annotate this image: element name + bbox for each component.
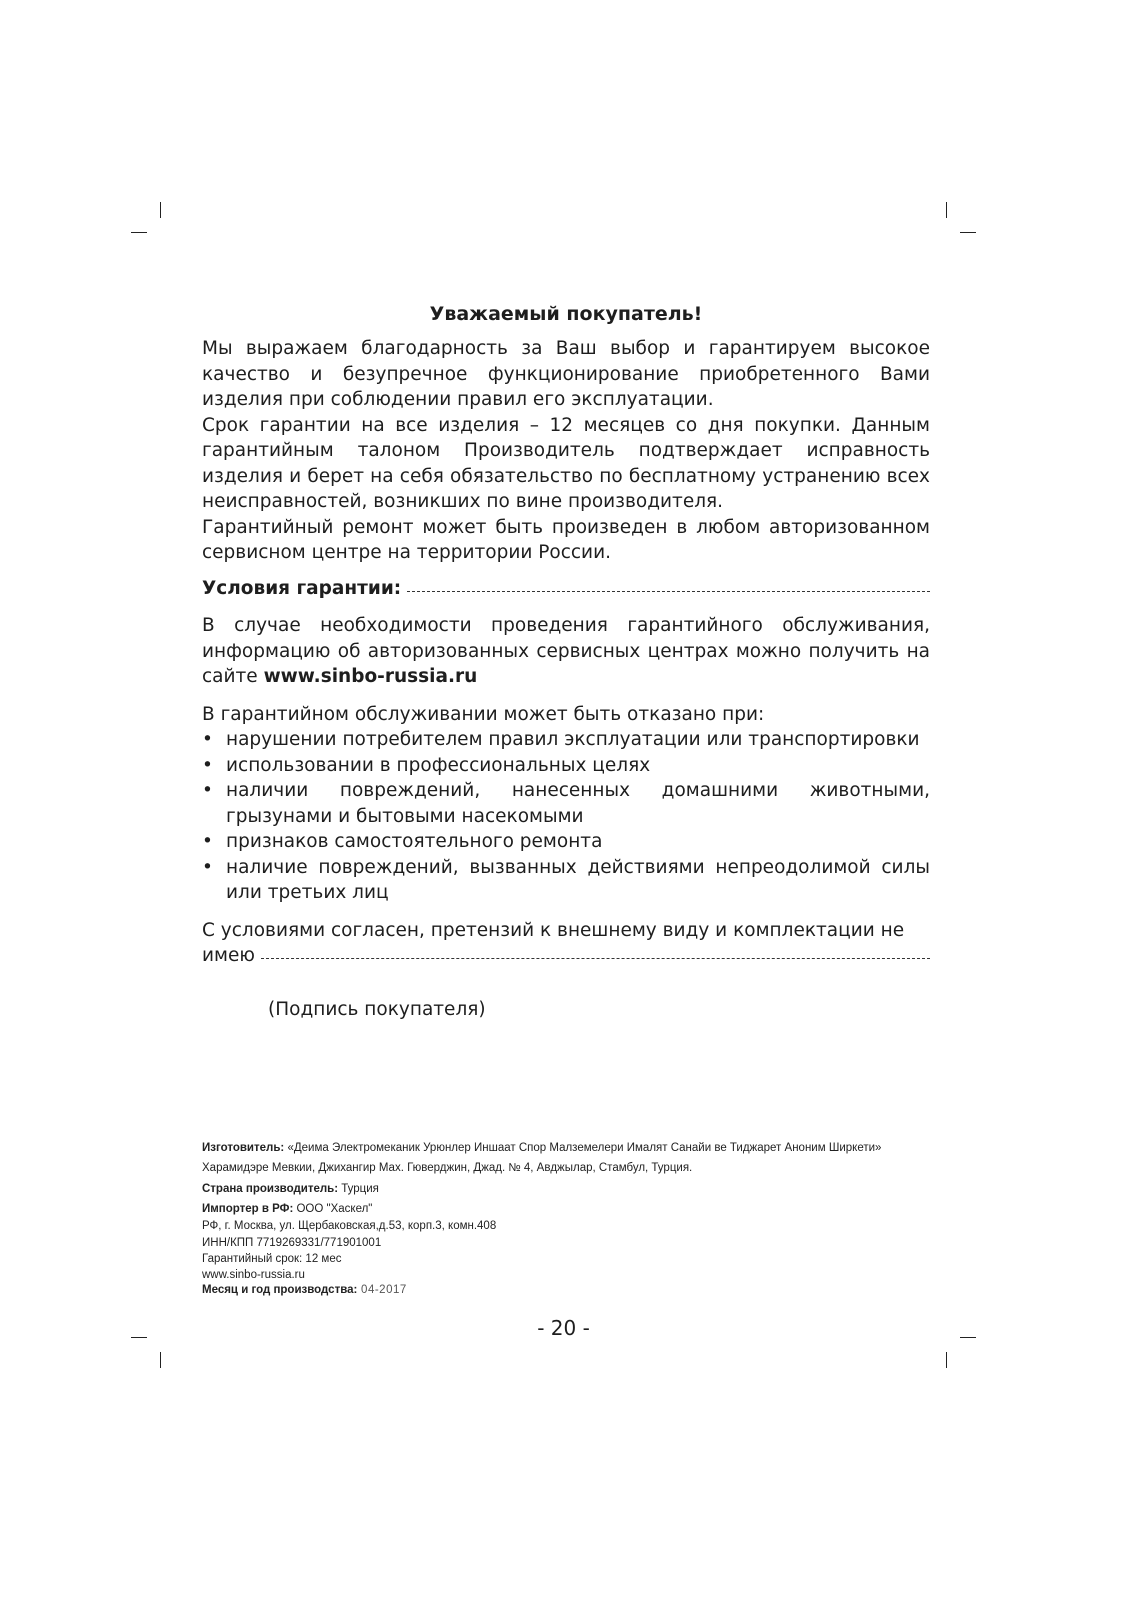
production-date [202, 1283, 930, 1299]
list-item: • нарушении потребителем правил эксплуатации или транспортировки [202, 727, 930, 753]
signature-caption: (Подпись покупателя) [268, 998, 486, 1020]
importer-address: РФ, г. Москва, ул. Щербаковская,д.53, корп.3, комн.408 [202, 1220, 497, 1232]
list-item: • признаков самостоятельного ремонта [202, 829, 930, 855]
crop-mark-top-right-h [960, 232, 976, 233]
list-item: • наличие повреждений, вызванных действиями непреодолимой силы или третьих лиц [202, 855, 930, 906]
list-item: • наличии повреждений, нанесенных домашними животными, грызунами и бытовыми насекомыми [202, 778, 930, 829]
conditions-paragraph [202, 613, 930, 690]
crop-mark-bottom-right-v [946, 1352, 947, 1368]
refusal-heading: В гарантийном обслуживании может быть отказано при: [202, 703, 765, 725]
intro-paragraph-1: Мы выражаем благодарность за Ваш выбор и гарантируем высокое качество и безупречное функционирование приобретенного Вами изделия при соблюдении правил его эксплуатации. [202, 338, 930, 410]
importer-info [202, 1201, 930, 1218]
agreement-dashed-fill [261, 957, 930, 959]
inn-kpp: ИНН/КПП 7719269331/771901001 [202, 1237, 382, 1249]
crop-mark-top-left-v [160, 202, 161, 218]
manufacturer-label: Изготовитель: [202, 1142, 285, 1154]
warranty-term: Гарантийный срок: 12 мес [202, 1253, 342, 1265]
manufacturer-text: «Деима Электромеканик Урюнлер Иншаат Спор Малземелери Ималят Санайи ве Тиджарет Аноним Ширкети» Харамидэре Мевкии, Джихангир Мах. Гюверджин, Джад. № 4, Авджылар, Стамбул, Турция. [202, 1142, 882, 1174]
conditions-text: В случае необходимости проведения гарантийного обслуживания, информацию об авторизованных сервисных центрах можно получить на сайте [202, 615, 930, 687]
importer-label: Импортер в РФ: [202, 1203, 294, 1215]
crop-mark-top-right-v [946, 202, 947, 218]
refusal-list [202, 727, 930, 906]
footer-site: www.sinbo-russia.ru [202, 1268, 305, 1281]
conditions-dashed-fill [407, 590, 930, 592]
manufacturer-info [202, 1138, 930, 1178]
production-date-label: Месяц и год производства: [202, 1284, 358, 1296]
crop-mark-bottom-left-v [160, 1352, 161, 1368]
country-info [202, 1181, 930, 1198]
agreement-line-1: С условиями согласен, претензий к внешнему виду и комплектации не [202, 919, 905, 941]
list-item: • использовании в профессиональных целях [202, 753, 930, 779]
country-value: Турция [338, 1183, 379, 1195]
conditions-line [202, 576, 930, 602]
page-number: - 20 - [537, 1316, 590, 1340]
crop-mark-top-left-h [131, 232, 147, 233]
production-date-value: 04-2017 [357, 1284, 407, 1296]
agreement-line-2 [202, 943, 930, 969]
agreement-line-2-text: имею [202, 945, 255, 966]
warranty-content [202, 300, 930, 1022]
conditions-site-link: www.sinbo-russia.ru [263, 666, 478, 687]
importer-value: ООО "Хаскел" [293, 1203, 373, 1215]
intro-paragraph-3: Гарантийный ремонт может быть произведен в любом авторизованном сервисном центре на территории России. [202, 516, 930, 563]
page-title: Уважаемый покупатель! [429, 303, 703, 325]
footer-info [202, 1138, 930, 1299]
intro-paragraph-2: Срок гарантии на все изделия – 12 месяцев со дня покупки. Данным гарантийным талоном Производитель подтверждает исправность изделия и берет на себя обязательство по бесплатному устранению всех неисправностей, возникших по вине производителя. [202, 414, 930, 512]
country-label: Страна производитель: [202, 1183, 339, 1195]
conditions-label: Условия гарантии: [202, 577, 402, 599]
